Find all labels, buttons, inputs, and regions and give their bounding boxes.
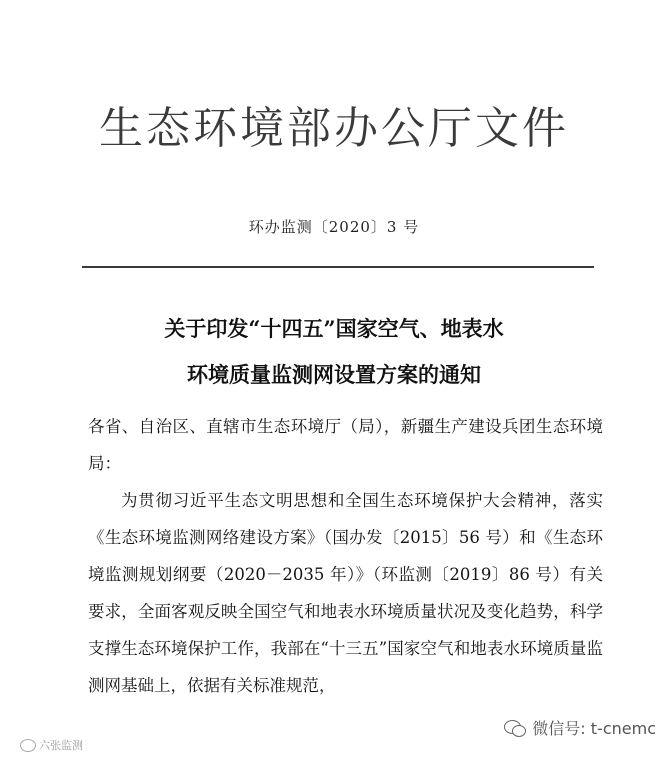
body-paragraph-1: 为贯彻习近平生态文明思想和全国生态环境保护大会精神，落实《生态环境监测网络建设方案》（国办发〔2015〕56 号）和《生态环境监测规划纲要（2020－2035 年）》（环监测〔2019〕86 号）有关要求，全面客观反映全国空气和地表水环境质量状况及变化趋势，科学支撑生态环境保护工作，我部在“十三五”国家空气和地表水环境质量监测网基础上，依据有关标准规范，	[88, 491, 603, 695]
wechat-watermark	[504, 716, 656, 739]
notice-title-line-2: 环境质量监测网设置方案的通知	[187, 362, 481, 387]
document-body	[88, 408, 603, 704]
notice-title-line-1: 关于印发“十四五”国家空气、地表水	[164, 316, 504, 341]
wechat-id-text: 微信号: t-cnemc	[532, 719, 656, 738]
wechat-icon	[504, 719, 526, 737]
document-number: 环办监测〔2020〕3 号	[248, 218, 420, 236]
source-watermark-left	[20, 737, 83, 753]
addressee-paragraph: 各省、自治区、直辖市生态环境厅（局），新疆生产建设兵团生态环境局：	[88, 417, 603, 473]
agency-header-title: 生态环境部办公厅文件	[99, 103, 569, 154]
notice-title	[0, 306, 668, 398]
header-divider	[82, 266, 594, 268]
watermark-left-text: 六张监测	[39, 739, 83, 752]
watermark-logo-icon	[20, 739, 36, 752]
